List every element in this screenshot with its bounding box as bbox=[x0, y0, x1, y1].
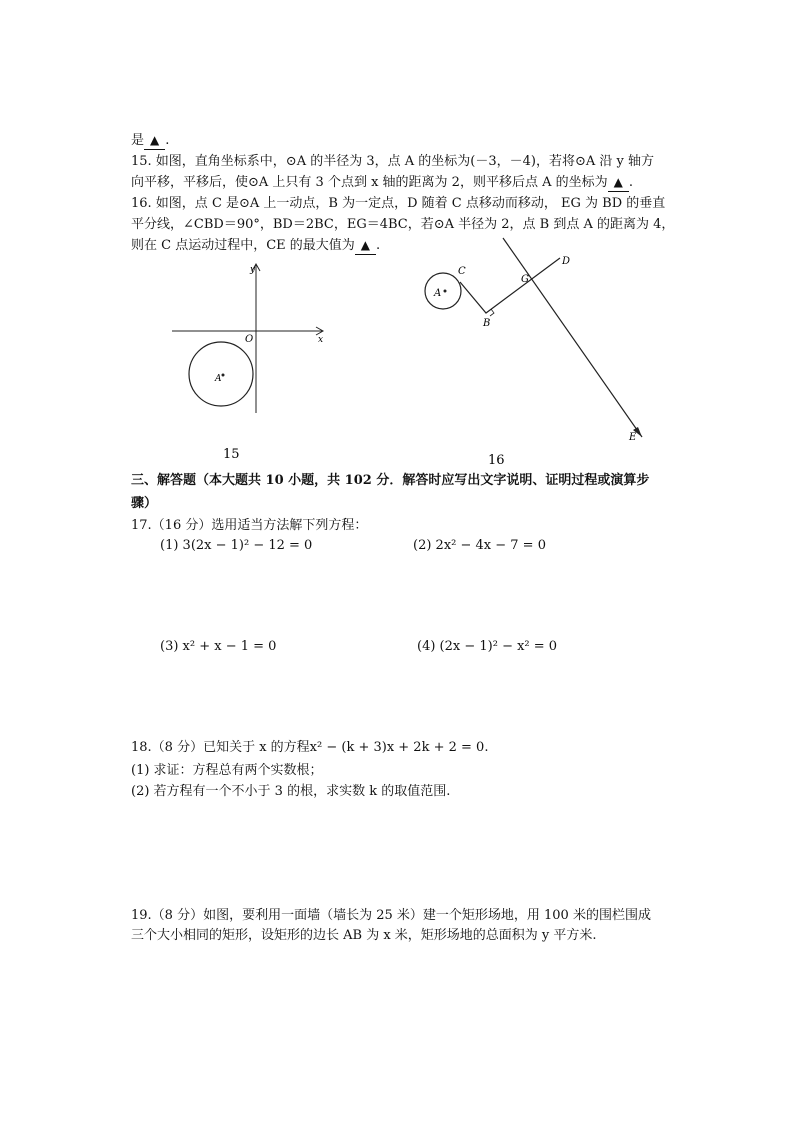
center-a-label: A bbox=[215, 374, 222, 384]
point-a bbox=[444, 290, 447, 293]
label-e: E bbox=[629, 432, 637, 443]
figure-15-caption: 15 bbox=[223, 447, 240, 460]
q19-line2: 三个大小相同的矩形，设矩形的边长 AB 为 x 米，矩形场地的总面积为 y 平方米. bbox=[131, 928, 597, 943]
answer-blank: ▲ bbox=[355, 237, 376, 255]
figure-16 bbox=[420, 230, 660, 470]
q14-tail-text: 是 bbox=[131, 133, 145, 148]
q16-line3: 则在 C 点运动过程中，CE 的最大值为 ▲ . bbox=[131, 238, 381, 253]
x-axis-label: x bbox=[318, 335, 324, 345]
q17-part1: (1) 3(2x − 1)² − 12 = 0 bbox=[160, 538, 313, 553]
line-eg bbox=[503, 238, 642, 437]
section-3-heading-line2: 骤） bbox=[131, 496, 158, 511]
figure-15 bbox=[160, 260, 340, 460]
q17-part3: (3) x² + x − 1 = 0 bbox=[160, 639, 277, 654]
segment-c-b-d bbox=[460, 258, 560, 313]
section-3-heading-line1: 三、解答题（本大题共 10 小题，共 102 分．解答时应写出文字说明、证明过程或演算步 bbox=[131, 473, 650, 488]
q17-intro: 17.（16 分）选用适当方法解下列方程： bbox=[131, 518, 368, 533]
q16-line1: 16. 如图，点 C 是⊙A 上一动点，B 为一定点，D 随着 C 点移动而移动， EG 为 BD 的垂直 bbox=[131, 196, 666, 211]
q18-part1: (1) 求证：方程总有两个实数根； bbox=[131, 763, 323, 778]
q17-part4: (4) (2x − 1)² − x² = 0 bbox=[417, 639, 558, 654]
q18-intro: 18.（8 分）已知关于 x 的方程x² − (k + 3)x + 2k + 2 = 0. bbox=[131, 740, 489, 755]
figure-16-caption: 16 bbox=[488, 453, 505, 468]
q18-part2: (2) 若方程有一个不小于 3 的根，求实数 k 的取值范围. bbox=[131, 784, 451, 799]
center-a-point bbox=[222, 374, 225, 377]
q17-part2: (2) 2x² − 4x − 7 = 0 bbox=[413, 538, 546, 553]
circle-a bbox=[425, 273, 461, 309]
answer-blank: ▲ bbox=[144, 132, 165, 150]
q15-line1: 15. 如图，直角坐标系中，⊙A 的半径为 3，点 A 的坐标为(－3，－4)，若将⊙A 沿 y 轴方 bbox=[131, 154, 654, 169]
label-d: D bbox=[562, 256, 571, 267]
q15-line2: 向平移，平移后，使⊙A 上只有 3 个点到 x 轴的距离为 2，则平移后点 A 的坐标为 ▲ . bbox=[131, 175, 633, 190]
y-axis-label: y bbox=[250, 265, 256, 275]
label-a: A bbox=[434, 288, 442, 299]
answer-blank: ▲ bbox=[608, 174, 629, 192]
label-g: G bbox=[521, 274, 529, 285]
q19-line1: 19.（8 分）如图，要利用一面墙（墙长为 25 米）建一个矩形场地，用 100 米的围栏围成 bbox=[131, 908, 651, 923]
label-b: B bbox=[483, 318, 491, 329]
q16-line2: 平分线，∠CBD＝90°，BD＝2BC，EG＝4BC，若⊙A 半径为 2，点 B 到点 A 的距离为 4， bbox=[131, 217, 675, 232]
q14-tail: 是 ▲ . bbox=[131, 133, 170, 148]
label-c: C bbox=[458, 266, 466, 277]
origin-label: O bbox=[245, 334, 254, 345]
